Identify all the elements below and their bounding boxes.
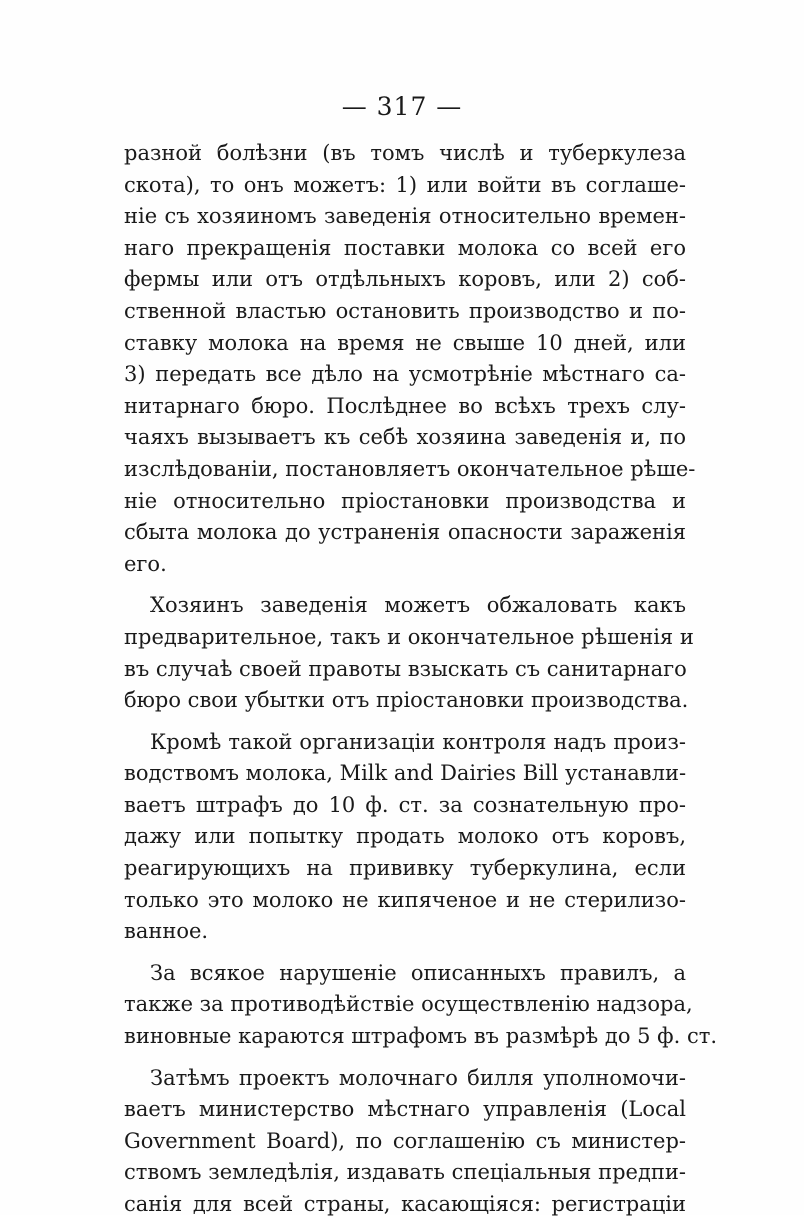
text-line: ставку молока на время не свыше 10 дней, или — [124, 330, 686, 355]
text-line: ственной властью остановить производство и по- — [124, 298, 686, 323]
text-line: предварительное, такъ и окончательное рѣшенія и — [124, 624, 694, 649]
text-line: скота), то онъ можетъ: 1) или войти въ соглаше- — [124, 172, 686, 197]
paragraph — [124, 138, 696, 580]
paragraph-gap — [124, 717, 686, 727]
text-line: 3) передать все дѣло на усмотрѣніе мѣстнаго са- — [124, 362, 686, 387]
text-line: только это молоко не кипяченое и не стерилизо- — [124, 887, 686, 912]
text-line: Затѣмъ проектъ молочнаго билля уполномочи- — [150, 1065, 686, 1090]
text-line: ствомъ земледѣлія, издавать спеціальныя предпи- — [124, 1160, 686, 1185]
text-line: Government Board), по соглашенію съ министер- — [124, 1128, 686, 1153]
paragraph-gap — [124, 1053, 686, 1063]
text-line: ніе съ хозяиномъ заведенія относительно времен- — [124, 204, 686, 229]
text-line: Хозяинъ заведенія можетъ обжаловать какъ — [150, 593, 686, 618]
text-line: чаяхъ вызываетъ къ себѣ хозяина заведенія и, по — [124, 425, 686, 450]
text-line: ніе относительно пріостановки производства и — [124, 488, 686, 513]
text-line: ванное. — [124, 919, 209, 944]
paragraph-gap — [124, 948, 686, 958]
text-line: въ случаѣ своей правоты взыскать съ санитарнаго — [124, 656, 687, 681]
text-line: разной болѣзни (въ томъ числѣ и туберкулеза — [124, 141, 686, 165]
text-line: его. — [124, 551, 167, 576]
body-text — [124, 138, 718, 1221]
paragraph — [124, 1063, 686, 1221]
text-line: реагирующихъ на прививку туберкулина, если — [124, 856, 686, 881]
paragraph — [124, 727, 686, 948]
text-line: изслѣдованіи, постановляетъ окончательное рѣше- — [124, 456, 696, 481]
text-line: санія для всей страны, касающіяся: регистраціи — [124, 1192, 686, 1216]
text-line: сбыта молока до устраненія опасности зараженія — [124, 520, 686, 545]
paragraph — [124, 958, 718, 1053]
text-line: фермы или отъ отдѣльныхъ коровъ, или 2) соб- — [124, 267, 686, 292]
text-line: водствомъ молока, Milk and Dairies Bill устанавли- — [124, 761, 687, 786]
text-line: ваетъ штрафъ до 10 ф. ст. за сознательную про- — [124, 792, 686, 817]
text-line: наго прекращенія поставки молока со всей его — [124, 235, 686, 260]
text-line: дажу или попытку продать молоко отъ коровъ, — [124, 824, 686, 849]
text-line: ваетъ министерство мѣстнаго управленія (Local — [124, 1097, 686, 1122]
text-line: виновные караются штрафомъ въ размѣрѣ до 5 ф. ст. — [124, 1024, 718, 1049]
text-line: Кромѣ такой организаціи контроля надъ произ- — [150, 729, 686, 754]
text-line: За всякое нарушеніе описанныхъ правилъ, а — [150, 960, 686, 985]
paragraph-gap — [124, 580, 686, 590]
text-line: бюро свои убытки отъ пріостановки производства. — [124, 688, 689, 713]
text-line: также за противодѣйствіе осуществленію надзора, — [124, 992, 693, 1017]
paragraph — [124, 590, 694, 716]
page-number: — 317 — — [341, 92, 463, 121]
text-line: нитарнаго бюро. Послѣднее во всѣхъ трехъ слу- — [124, 393, 686, 418]
